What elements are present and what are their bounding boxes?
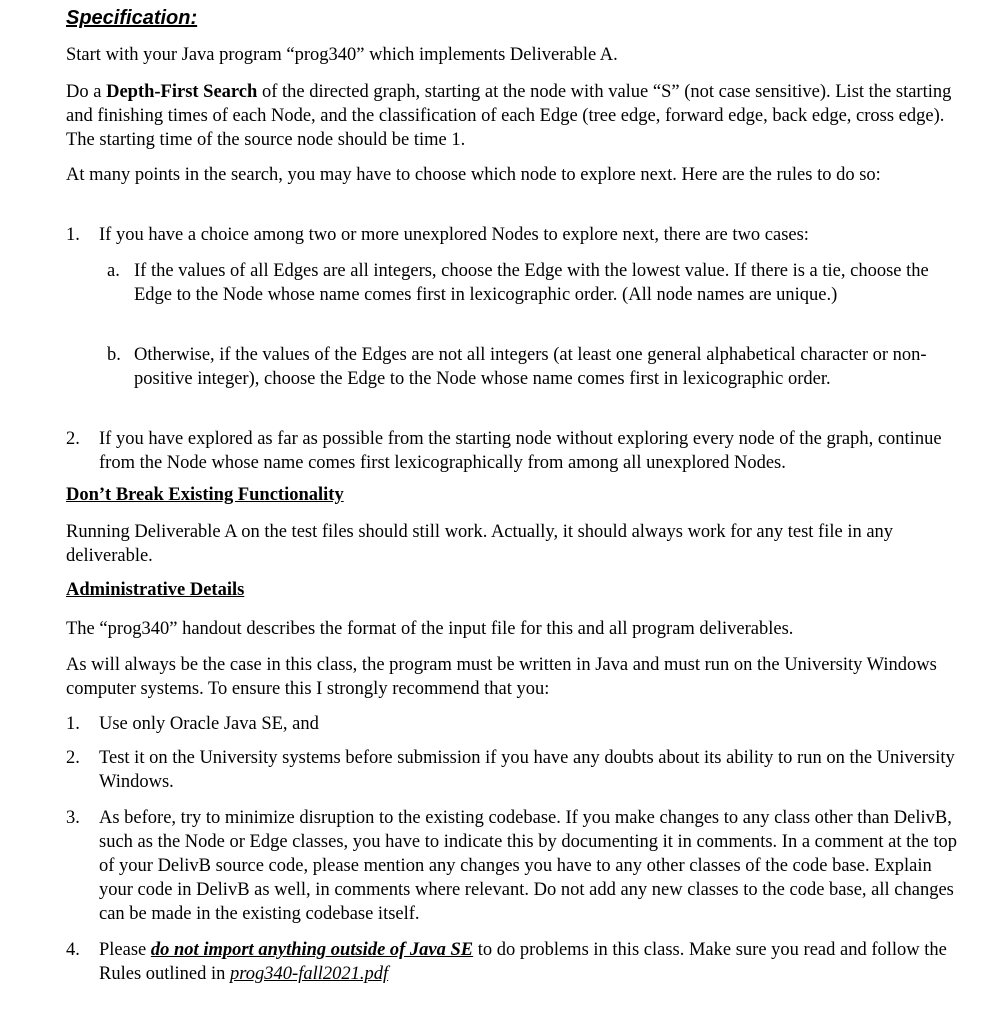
dfs-bold: Depth-First Search [106,82,258,102]
admin-item-4-text [99,938,957,986]
dfs-pre: Do a [66,82,107,102]
admin-paragraph-1: The “prog340” handout describes the format of the input file for this and all program deliverables. [66,619,794,639]
admin-item-1-text: Use only Oracle Java SE, and [99,714,319,734]
dont-break-heading: Don’t Break Existing Functionality [66,485,344,505]
rule-1b-text: Otherwise, if the values of the Edges are not all integers (at least one general alphabetical character or non-positive integer), choose the Edge to the Node whose name comes first in lexicographic order. [134,345,927,389]
intro-paragraph: Start with your Java program “prog340” which implements Deliverable A. [66,45,618,65]
admin-paragraph-2: As will always be the case in this class, the program must be written in Java and must run on the University Windows computer systems. To ensure this I strongly recommend that you: [66,655,937,699]
admin-item-2-number: 2. [66,748,80,768]
dont-break-paragraph: Running Deliverable A on the test files should still work. Actually, it should always work for any test file in any deliverable. [66,522,894,566]
rule-1a-text: If the values of all Edges are all integers, choose the Edge with the lowest value. If there is a tie, choose the Edge to the Node whose name comes first in lexicographic order. (All node names are unique.) [134,261,929,305]
admin-item-4-pre: Please [99,940,151,960]
admin-item-2-text: Test it on the University systems before submission if you have any doubts about its ability to run on the University Windows. [99,748,955,792]
admin-heading: Administrative Details [66,580,245,600]
dfs-paragraph [66,80,958,152]
admin-item-4-number: 4. [66,940,80,960]
admin-item-3-number: 3. [66,808,80,828]
rule-1a-letter: a. [107,261,120,281]
rules-pdf-link[interactable]: prog340-fall2021.pdf [230,964,389,984]
rule-2-number: 2. [66,429,80,449]
choice-paragraph: At many points in the search, you may have to choose which node to explore next. Here are the rules to do so: [66,165,881,185]
rule-2-text: If you have explored as far as possible from the starting node without exploring every node of the graph, continue from the Node whose name comes first lexicographically from among all unexplored Nodes. [99,429,942,473]
admin-item-4-mid: to do problems in this class. Make sure you read and follow the Rules outlined in [99,940,947,984]
java-se-warning: do not import anything outside of Java SE [150,940,474,960]
rule-1b-letter: b. [107,345,121,365]
rule-1-text: If you have a choice among two or more unexplored Nodes to explore next, there are two cases: [99,225,809,245]
admin-item-3-text: As before, try to minimize disruption to the existing codebase. If you make changes to any class other than DelivB, such as the Node or Edge classes, you have to indicate this by documenting it in comments. In a comment at the top of your DelivB source code, please mention any changes you have to any other classes of the code base. Explain your code in DelivB as well, in comments where relevant. Do not add any new classes to the code base, all changes can be made in the existing codebase itself. [99,808,957,924]
admin-item-1-number: 1. [66,714,80,734]
dfs-post: of the directed graph, starting at the node with value “S” (not case sensitive). List the starting and finishing times of each Node, and the classification of each Edge (tree edge, forward edge, back edge, cross edge). The starting time of the source node should be time 1. [66,82,952,150]
rule-1-number: 1. [66,225,80,245]
specification-heading: Specification: [66,7,198,29]
